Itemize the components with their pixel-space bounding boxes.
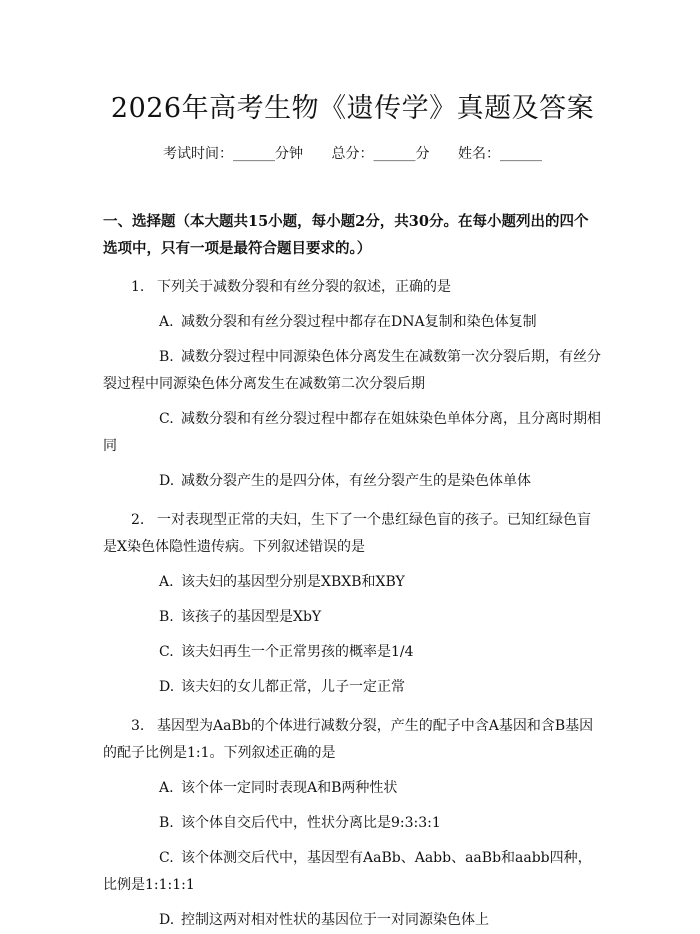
option-letter: C. [159,411,174,427]
option-text: 减数分裂过程中同源染色体分离发生在减数第一次分裂后期，有丝分裂过程中同源染色体分离发生在减数第二次分裂后期 [103,349,601,392]
page-title: 2026年高考生物《遗传学》真题及答案 [110,93,595,124]
option-b [103,344,602,398]
option-d [103,907,602,934]
question-number: 3. [131,718,145,734]
question-number: 2. [131,512,145,528]
option-d [103,674,602,701]
option-letter: B. [159,349,174,365]
option-text: 该个体测交后代中，基因型有AaBb、Aabb、aaBb和aabb四种，比例是1:1:1:1 [103,850,592,893]
question-stem [103,274,602,301]
option-letter: B. [159,609,174,625]
question-text: 一对表现型正常的夫妇，生下了一个患红绿色盲的孩子。已知红绿色盲是X染色体隐性遗传病。下列叙述错误的是 [103,512,591,555]
option-text: 减数分裂和有丝分裂过程中都存在DNA复制和染色体复制 [181,314,537,330]
option-text: 该夫妇的基因型分别是XBXB和XBY [181,574,405,590]
option-c [103,639,602,666]
question-stem [103,507,602,561]
exam-total-score: 总分：______分 [331,146,430,162]
option-letter: A. [159,574,174,590]
student-name: 姓名：______ [457,146,542,162]
option-text: 控制这两对相对性状的基因位于一对同源染色体上 [181,912,489,928]
option-text: 该个体一定同时表现A和B两种性状 [181,780,398,796]
option-letter: C. [159,850,174,866]
option-a [103,569,602,596]
option-letter: D. [159,679,175,695]
option-b [103,810,602,837]
option-b [103,604,602,631]
question-text: 基因型为AaBb的个体进行减数分裂，产生的配子中含A基因和含B基因的配子比例是1:1。下列叙述正确的是 [103,718,594,761]
option-a [103,775,602,802]
option-d [103,468,602,495]
option-a [103,309,602,336]
option-c [103,406,602,460]
question-number: 1. [131,279,145,295]
option-text: 减数分裂和有丝分裂过程中都存在姐妹染色单体分离，且分离时期相同 [103,411,601,454]
option-text: 该夫妇的女儿都正常，儿子一定正常 [181,679,405,695]
exam-time: 考试时间：______分钟 [163,146,304,162]
section-heading: 一、选择题（本大题共15小题，每小题2分，共30分。在每小题列出的四个选项中，只有一项是最符合题目要求的。） [103,213,589,257]
option-letter: D. [159,473,175,489]
option-text: 减数分裂产生的是四分体，有丝分裂产生的是染色体单体 [181,473,531,489]
option-letter: A. [159,780,174,796]
option-c [103,845,602,899]
option-letter: C. [159,644,174,660]
option-text: 该孩子的基因型是XbY [181,609,322,625]
question-stem [103,713,602,767]
option-text: 该夫妇再生一个正常男孩的概率是1/4 [181,644,414,660]
question-text: 下列关于减数分裂和有丝分裂的叙述，正确的是 [157,279,451,295]
option-letter: D. [159,912,175,928]
exam-meta [103,144,602,164]
option-letter: B. [159,815,174,831]
option-letter: A. [159,314,174,330]
option-text: 该个体自交后代中，性状分离比是9:3:3:1 [181,815,441,831]
